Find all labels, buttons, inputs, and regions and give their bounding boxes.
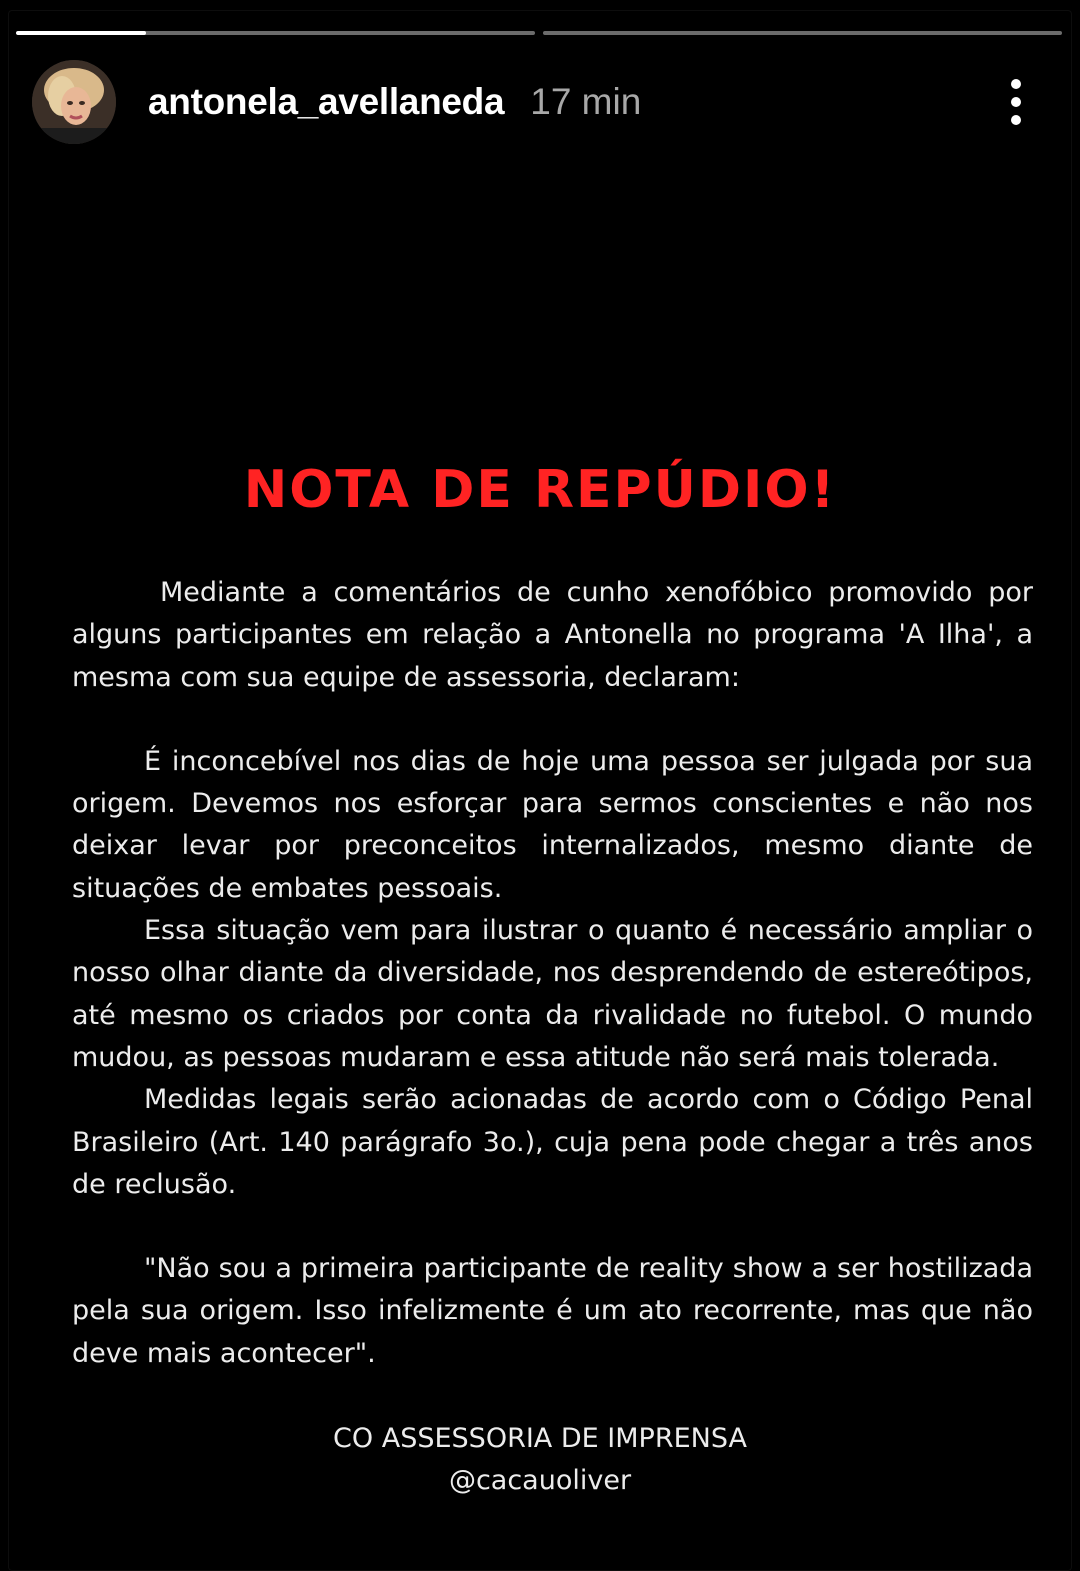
progress-segment-2 xyxy=(543,31,1062,35)
note-title: NOTA DE REPÚDIO! xyxy=(243,460,837,520)
avatar[interactable] xyxy=(32,60,116,144)
paragraph-statement-2: Essa situação vem para ilustrar o quanto é necessário ampliar o nosso olhar diante da diversidade, nos desprendendo de estereótipos, até mesmo os criados por conta da rivalidade no futebol. O mundo mudou, as pessoas mudaram e essa atitude não será mais tolerada. xyxy=(72,915,1033,1073)
dot xyxy=(1011,79,1021,89)
username[interactable]: antonela_avellaneda xyxy=(148,81,505,122)
dot xyxy=(1011,115,1021,125)
paragraph-statement-1: É inconcebível nos dias de hoje uma pessoa ser julgada por sua origem. Devemos nos esforçar para sermos conscientes e não nos deixar levar por preconceitos internalizados, mesmo diante de situações de embates pessoais. xyxy=(72,745,1033,904)
paragraph-statement-3: Medidas legais serão acionadas de acordo com o Código Penal Brasileiro (Art. 140 parágrafo 3o.), cuja pena pode chegar a três anos de reclusão. xyxy=(72,1084,1033,1200)
story-header xyxy=(32,60,1048,144)
note-body xyxy=(72,572,1033,1375)
paragraph-spacer xyxy=(72,699,1033,741)
paragraph-quote: "Não sou a primeira participante de reality show a ser hostilizada pela sua origem. Isso infelizmente é um ato recorrente, mas que não deve mais acontecer". xyxy=(72,1253,1033,1369)
progress-fill-1 xyxy=(16,31,146,35)
paragraph-spacer xyxy=(72,1206,1033,1248)
signature-block xyxy=(0,1418,1080,1502)
signature-handle: @cacauoliver xyxy=(448,1465,632,1496)
progress-segment-1 xyxy=(16,31,535,35)
avatar-image xyxy=(32,60,116,144)
story-progress-bar xyxy=(16,31,1062,35)
signature-agency: CO ASSESSORIA DE IMPRENSA xyxy=(333,1423,747,1454)
paragraph-intro: Mediante a comentários de cunho xenofóbico promovido por alguns participantes em relação a Antonella no programa 'A Ilha', a mesma com sua equipe de assessoria, declaram: xyxy=(72,577,1033,693)
vertical-ellipsis-icon[interactable] xyxy=(998,72,1034,132)
timestamp: 17 min xyxy=(530,81,642,122)
dot xyxy=(1011,97,1021,107)
